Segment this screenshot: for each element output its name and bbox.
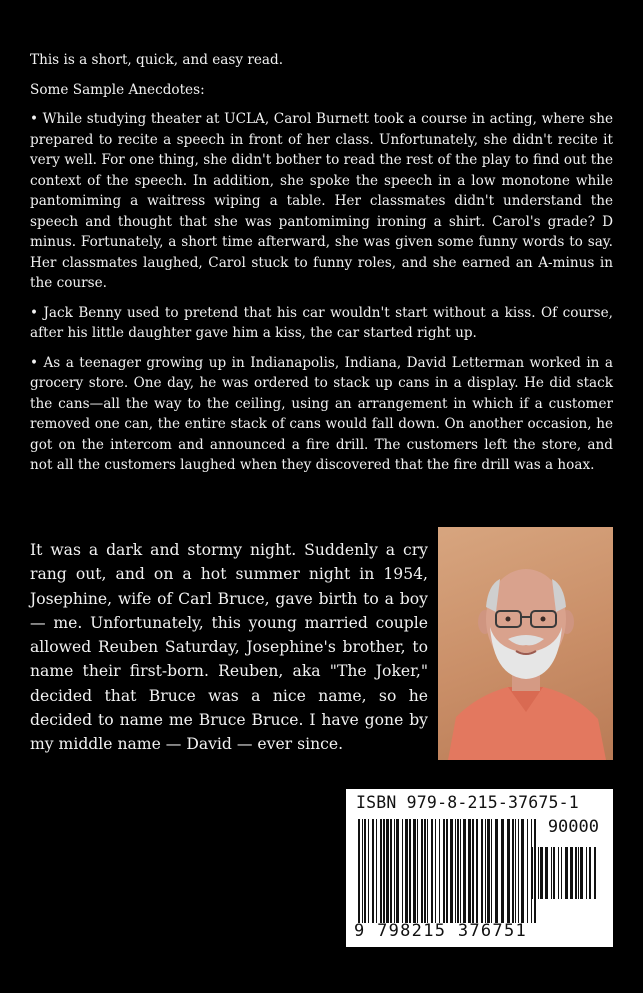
barcode-bar xyxy=(443,819,445,923)
price-barcode-bars xyxy=(531,847,599,899)
barcode-bar xyxy=(460,819,461,923)
barcode-bar xyxy=(427,819,428,923)
barcode-bar xyxy=(558,847,559,899)
barcode-bar xyxy=(476,819,478,923)
barcode-bar xyxy=(372,819,374,923)
anecdote-david-letterman: • As a teenager growing up in Indianapolis, Indiana, David Letterman worked in a grocery store. One day, he was ordered to stack up cans in a display. He did stack the cans—all the way to the ceiling, using an arrangement in which if a customer removed one can, the entire stack of cans would fall down. On another occasion, he got on the intercom and announced a fire drill. The customers left the store, and not all the customers laughed when they discovered that the fire drill was a hoax. xyxy=(30,354,613,473)
barcode-bar xyxy=(390,819,392,923)
anecdotes-heading: Some Sample Anecdotes: xyxy=(30,81,205,98)
barcode-bar xyxy=(578,847,579,899)
barcode-bar xyxy=(545,847,548,899)
author-portrait-photo xyxy=(438,527,613,760)
barcode-bar xyxy=(589,847,591,899)
barcode-digits: 9 798215 376751 xyxy=(354,921,528,941)
barcode-bar xyxy=(535,847,536,899)
price-code: 90000 xyxy=(547,817,599,837)
barcode-bar xyxy=(521,819,524,923)
barcode-bar xyxy=(450,819,453,923)
barcode-bar xyxy=(575,847,577,899)
barcode-bar xyxy=(383,819,385,923)
barcode-bar xyxy=(553,847,555,899)
barcode-bar xyxy=(457,819,459,923)
barcode-bar xyxy=(396,819,399,923)
anecdote-carol-burnett: • While studying theater at UCLA, Carol Burnett took a course in acting, where she prepared to recite a speech in front of her class. Unfortunately, she didn't recite it very well. For one thing, she didn't bother to read the rest of the play to find out the context of the speech. In addition, she spoke the speech in a low monotone while pantomiming a waitress wiping a table. Her classmates didn't understand the speech and thought that she was pantomiming ironing a shirt. Carol's grade? D minus. Fortunately, a short time afterward, she was given some funny words to say. Her classmates laughed, Carol stuck to funny roles, and she earned an A-minus in the course. xyxy=(30,111,613,291)
barcode-bar xyxy=(463,819,466,923)
barcode-bar xyxy=(472,819,474,923)
barcode-bar xyxy=(515,819,516,923)
barcode-bar xyxy=(435,819,436,923)
barcode-bar xyxy=(386,819,389,923)
author-bio: It was a dark and stormy night. Suddenly a cry rang out, and on a hot summer night in 1954, Josephine, wife of Carl Bruce, gave birth to a boy — me. Unfortunately, this young married couple allowed Reuben Saturday, Josephine's brother, to name their first-born. Reuben, aka "The Joker," decided that Bruce was a nice name, so he decided to name me Bruce Bruce. I have gone by my middle name — David — ever since. xyxy=(30,541,428,754)
barcode-bar xyxy=(439,819,440,923)
barcode-bar xyxy=(501,819,504,923)
barcode-bar xyxy=(565,847,568,899)
barcode-bar xyxy=(431,819,433,923)
barcode-bar xyxy=(491,819,492,923)
barcode-bar xyxy=(455,819,456,923)
barcode-bar xyxy=(551,847,552,899)
barcode-bar xyxy=(413,819,416,923)
barcode-bar xyxy=(538,847,539,899)
barcode-bar xyxy=(518,819,519,923)
barcode-bar xyxy=(394,819,395,923)
barcode-bar xyxy=(409,819,411,923)
intro-line: This is a short, quick, and easy read. xyxy=(30,52,284,68)
barcode-bar xyxy=(424,819,426,923)
barcode-bars xyxy=(358,819,538,923)
isbn-number: ISBN 979-8-215-37675-1 xyxy=(356,793,579,812)
barcode-bar xyxy=(487,819,490,923)
barcode-bar xyxy=(421,819,423,923)
barcode-bar xyxy=(380,819,382,923)
barcode-bar xyxy=(540,847,543,899)
barcode-bar xyxy=(531,847,533,899)
anecdote-jack-benny: • Jack Benny used to pretend that his car wouldn't start without a kiss. Of course, after his little daughter gave him a kiss, the car started right up. xyxy=(30,304,613,341)
barcode-bar xyxy=(512,819,514,923)
barcode-bar xyxy=(485,819,486,923)
barcode-bar xyxy=(364,819,366,923)
barcode-bar xyxy=(446,819,448,923)
barcode-bar xyxy=(495,819,498,923)
barcode-bar xyxy=(586,847,587,899)
barcode-bar xyxy=(368,819,369,923)
barcode-bar xyxy=(402,819,403,923)
barcode-bar xyxy=(570,847,573,899)
barcode-bar xyxy=(527,819,528,923)
barcode-bar xyxy=(481,819,483,923)
barcode-bar xyxy=(594,847,596,899)
portrait-illustration xyxy=(438,527,613,760)
back-cover-blurb xyxy=(30,50,613,485)
barcode-bar xyxy=(405,819,408,923)
barcode-bar xyxy=(561,847,562,899)
barcode-bar xyxy=(507,819,510,923)
barcode-bar xyxy=(468,819,471,923)
barcode-bar xyxy=(417,819,418,923)
isbn-barcode xyxy=(346,789,613,947)
barcode-bar xyxy=(580,847,583,899)
barcode-bar xyxy=(362,819,363,923)
barcode-bar xyxy=(376,819,377,923)
barcode-bar xyxy=(358,819,360,923)
